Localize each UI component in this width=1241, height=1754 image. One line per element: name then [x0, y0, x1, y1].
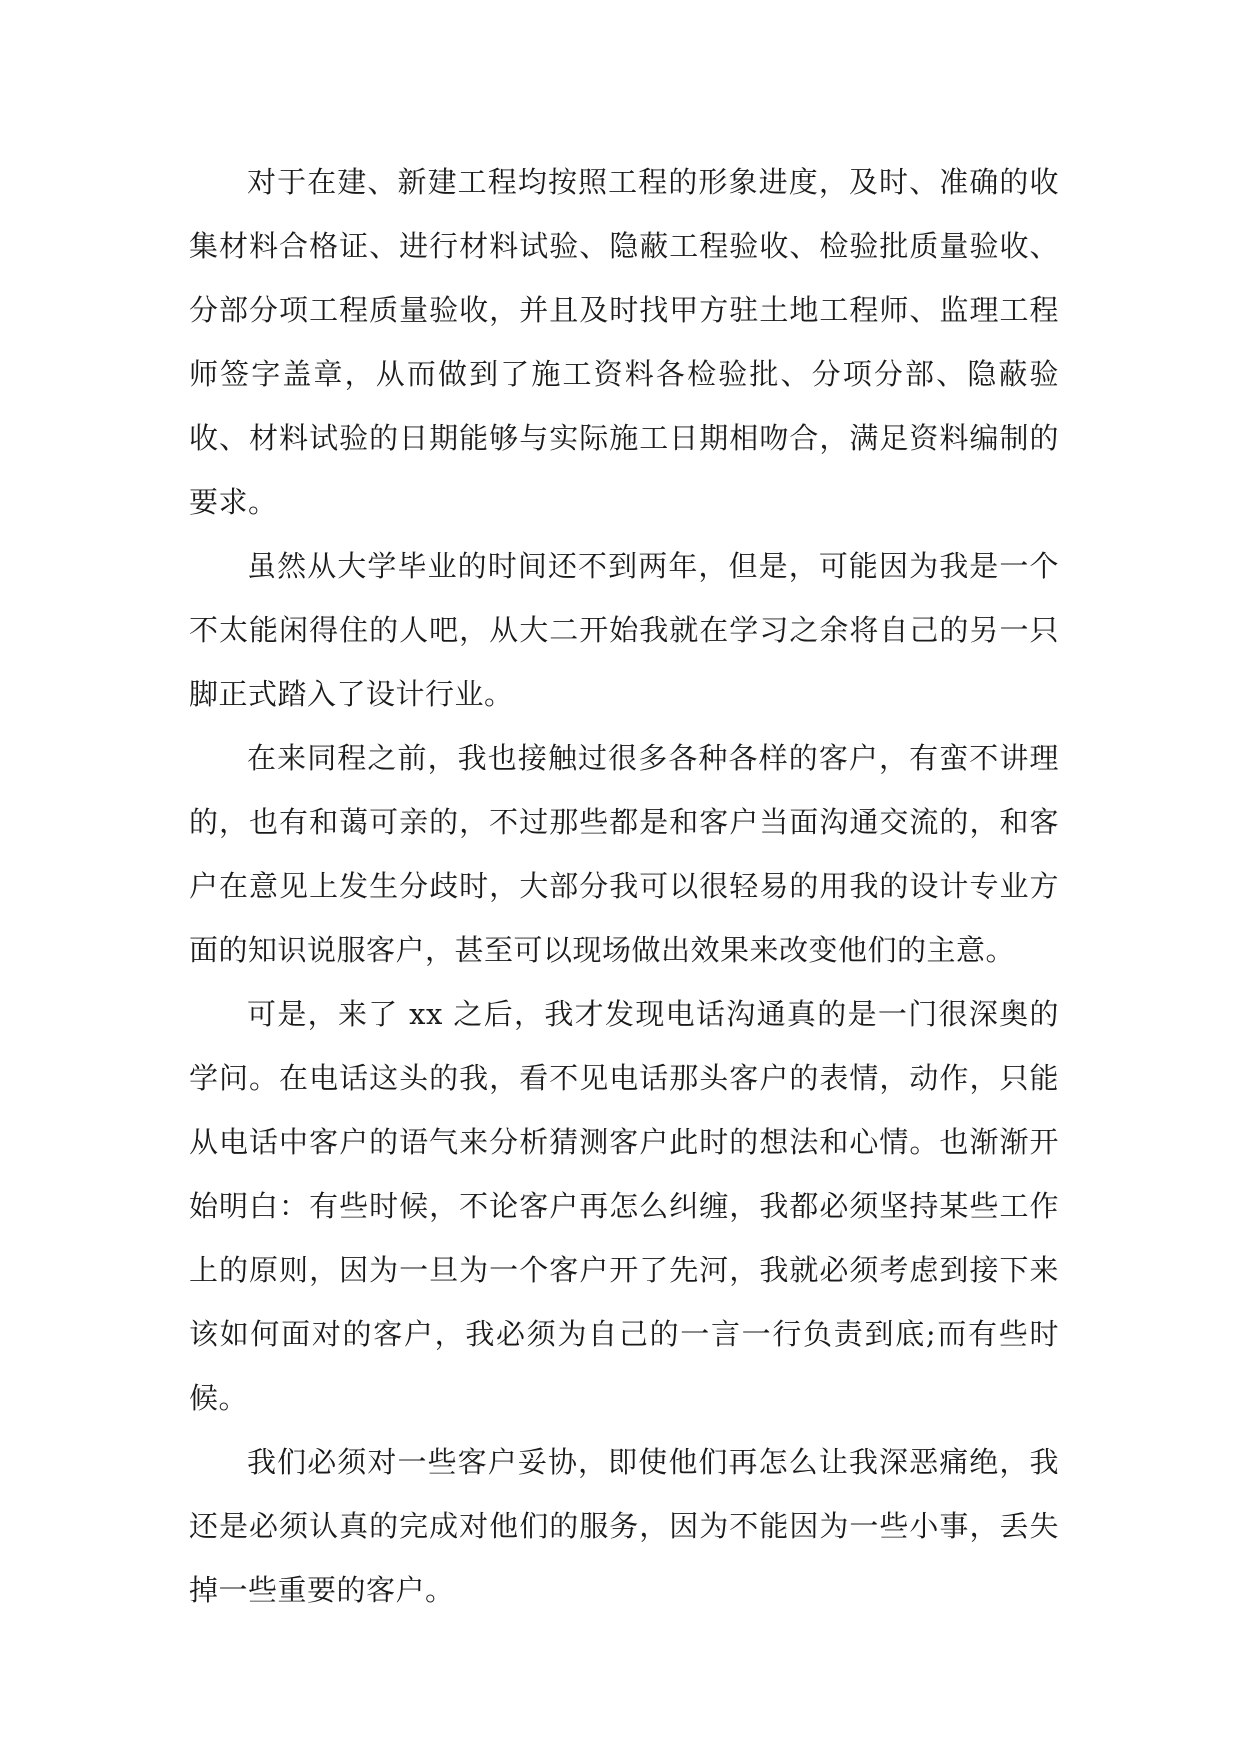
paragraph: 我们必须对一些客户妥协，即使他们再怎么让我深恶痛绝，我还是必须认真的完成对他们的服务，因为不能因为一些小事，丢失掉一些重要的客户。	[189, 1445, 1059, 1607]
paragraph: 在来同程之前，我也接触过很多各种各样的客户，有蛮不讲理的，也有和蔼可亲的，不过那些都是和客户当面沟通交流的，和客户在意见上发生分歧时，大部分我可以很轻易的用我的设计专业方面的知识说服客户，甚至可以现场做出效果来改变他们的主意。	[189, 741, 1059, 967]
paragraph: 虽然从大学毕业的时间还不到两年，但是，可能因为我是一个不太能闲得住的人吧，从大二开始我就在学习之余将自己的另一只脚正式踏入了设计行业。	[189, 549, 1059, 711]
document-body	[189, 150, 1059, 1622]
paragraph: 可是，来了 xx 之后，我才发现电话沟通真的是一门很深奥的学问。在电话这头的我，看不见电话那头客户的表情，动作，只能从电话中客户的语气来分析猜测客户此时的想法和心情。也渐渐开始明白：有些时候，不论客户再怎么纠缠，我都必须坚持某些工作上的原则，因为一旦为一个客户开了先河，我就必须考虑到接下来该如何面对的客户，我必须为自己的一言一行负责到底;而有些时候。	[189, 997, 1059, 1415]
paragraph: 对于在建、新建工程均按照工程的形象进度，及时、准确的收集材料合格证、进行材料试验、隐蔽工程验收、检验批质量验收、分部分项工程质量验收，并且及时找甲方驻土地工程师、监理工程师签字盖章，从而做到了施工资料各检验批、分项分部、隐蔽验收、材料试验的日期能够与实际施工日期相吻合，满足资料编制的要求。	[189, 165, 1059, 519]
